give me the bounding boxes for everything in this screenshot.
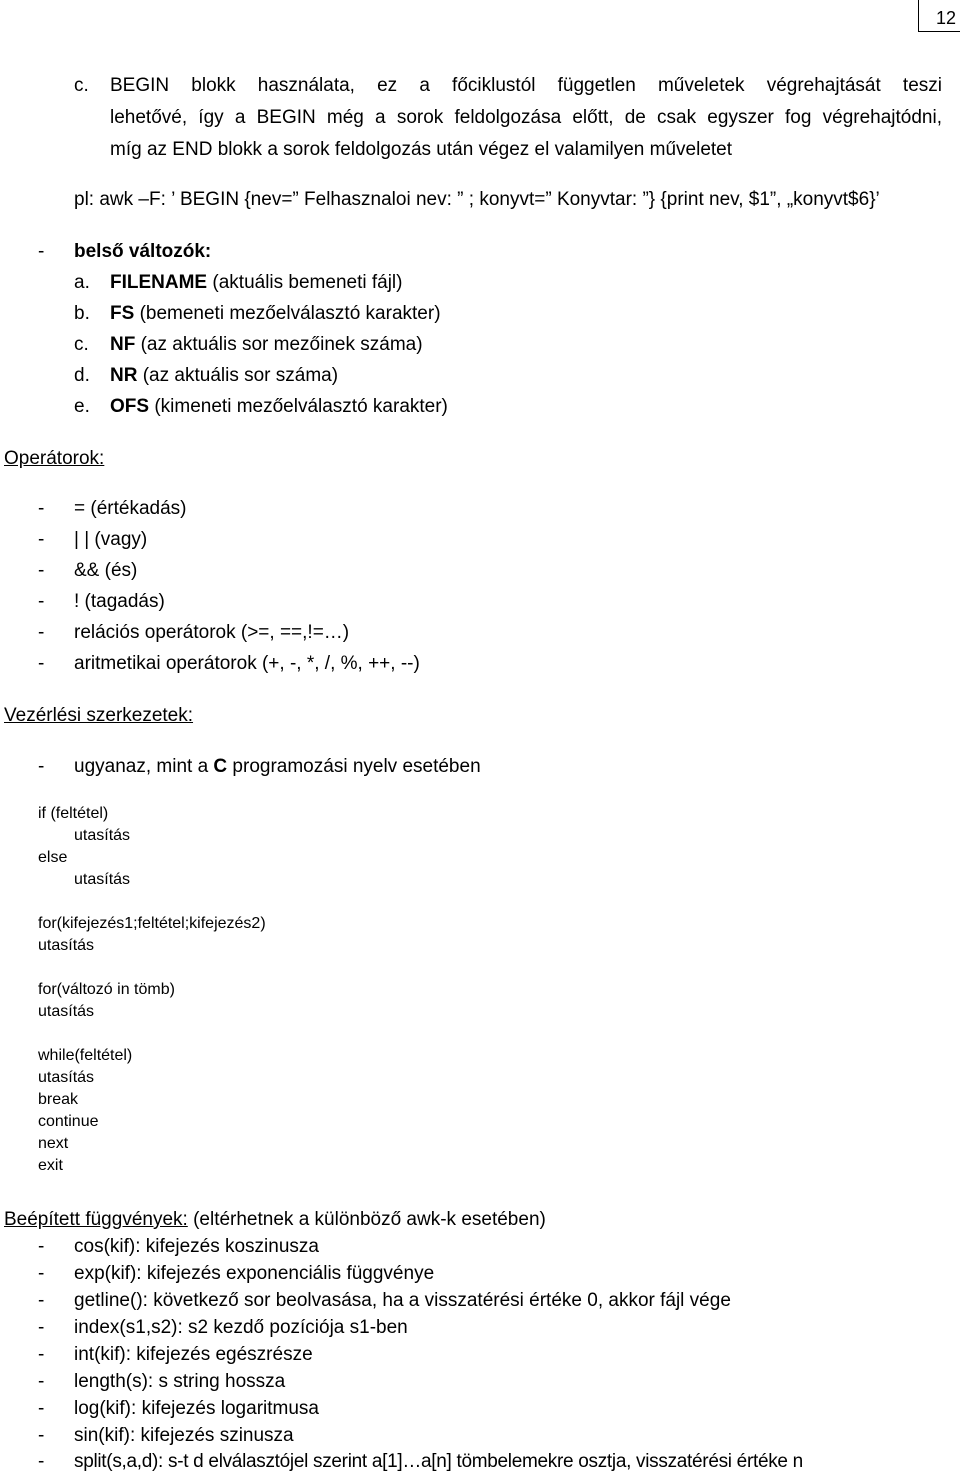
code-line: break [38, 1091, 79, 1108]
var-name: NF [110, 334, 136, 355]
list-dash: - [38, 1398, 45, 1419]
var-name: FS [110, 303, 135, 324]
list-marker: a. [74, 272, 90, 293]
code-line: else [38, 849, 68, 866]
code-line: exit [38, 1157, 63, 1174]
awk-example: pl: awk –F: ’ BEGIN {nev=” Felhasznaloi nev: ” ; konyvt=” Konyvtar: ”} {print nev, $1”, „konyvt$6}’ [74, 189, 880, 210]
list-dash: - [38, 1425, 45, 1446]
code-line: continue [38, 1113, 99, 1130]
builtin-item: getline(): következő sor beolvasása, ha a visszatérési értéke 0, akkor fájl vége [74, 1290, 731, 1311]
list-dash: - [38, 591, 45, 612]
control-description [74, 755, 481, 779]
list-marker: c. [74, 334, 89, 355]
code-line: utasítás [38, 937, 95, 954]
var-desc: (az aktuális sor mezőinek száma) [140, 334, 423, 355]
list-dash: - [38, 756, 45, 777]
begin-paragraph-line: BEGIN blokk használata, ez a főciklustól független műveletek végrehajtását teszi [110, 75, 942, 96]
list-marker: b. [74, 303, 90, 324]
list-dash: - [38, 1344, 45, 1365]
code-line: while(feltétel) [38, 1047, 133, 1064]
builtins-heading-line [4, 1208, 546, 1232]
builtin-item: length(s): s string hossza [74, 1371, 286, 1392]
builtin-item: sin(kif): kifejezés szinusza [74, 1425, 294, 1446]
code-line: utasítás [38, 1069, 95, 1086]
builtin-item: split(s,a,d): s-t d elválasztójel szerint a[1]…a[n] tömbelemekre osztja, visszatérési értéke n [74, 1451, 803, 1472]
var-name: NR [110, 365, 138, 386]
var-desc: (aktuális bemeneti fájl) [212, 272, 403, 293]
begin-paragraph-line: lehetővé, így a BEGIN még a sorok feldolgozása előtt, de csak egyszer fog végrehajtódni, [110, 107, 942, 128]
operator-item: && (és) [74, 560, 138, 581]
builtin-item: int(kif): kifejezés egészrésze [74, 1344, 313, 1365]
list-dash: - [38, 1236, 45, 1257]
list-dash: - [38, 1451, 45, 1472]
list-dash: - [38, 1263, 45, 1284]
page-number: 12 [936, 8, 957, 28]
code-line: for(kifejezés1;feltétel;kifejezés2) [38, 915, 266, 932]
control-text: ugyanaz, mint a [74, 756, 214, 777]
list-dash: - [38, 653, 45, 674]
var-desc: (az aktuális sor száma) [142, 365, 339, 386]
operator-item: | | (vagy) [74, 529, 148, 550]
list-marker: c. [74, 75, 89, 96]
var-name: OFS [110, 396, 150, 417]
c-language: C [213, 756, 228, 777]
var-name: FILENAME [110, 272, 208, 293]
operator-item: relációs operátorok (>=, ==,!=…) [74, 622, 350, 643]
code-line: next [38, 1135, 69, 1152]
list-dash: - [38, 1290, 45, 1311]
control-text: programozási nyelv esetében [227, 756, 481, 777]
operator-item: = (értékadás) [74, 498, 187, 519]
list-dash: - [38, 1317, 45, 1338]
code-line: utasítás [74, 827, 131, 844]
code-line: if (feltétel) [38, 805, 109, 822]
builtin-item: index(s1,s2): s2 kezdő pozíciója s1-ben [74, 1317, 408, 1338]
builtins-heading: Beépített függvények: [4, 1209, 188, 1230]
list-marker: d. [74, 365, 90, 386]
builtin-item: log(kif): kifejezés logaritmusa [74, 1398, 319, 1419]
list-dash: - [38, 622, 45, 643]
list-dash: - [38, 560, 45, 581]
operator-item: ! (tagadás) [74, 591, 165, 612]
code-line: for(változó in tömb) [38, 981, 175, 998]
var-desc: (kimeneti mezőelválasztó karakter) [154, 396, 448, 417]
list-marker: e. [74, 396, 90, 417]
code-line: utasítás [74, 871, 131, 888]
code-line: utasítás [38, 1003, 95, 1020]
control-heading: Vezérlési szerkezetek: [4, 705, 194, 726]
list-dash: - [38, 498, 45, 519]
internal-vars-heading: belső változók: [74, 241, 212, 262]
operator-item: aritmetikai operátorok (+, -, *, /, %, ++, --) [74, 653, 420, 674]
builtin-item: cos(kif): kifejezés koszinusza [74, 1236, 319, 1257]
list-dash: - [38, 241, 45, 262]
begin-paragraph-line: míg az END blokk a sorok feldolgozás után végez el valamilyen műveletet [110, 139, 733, 160]
var-desc: (bemeneti mezőelválasztó karakter) [139, 303, 441, 324]
list-dash: - [38, 529, 45, 550]
list-dash: - [38, 1371, 45, 1392]
operators-heading: Operátorok: [4, 448, 105, 469]
builtin-item: exp(kif): kifejezés exponenciális függvénye [74, 1263, 435, 1284]
builtins-note: (eltérhetnek a különböző awk-k esetében) [187, 1209, 546, 1230]
